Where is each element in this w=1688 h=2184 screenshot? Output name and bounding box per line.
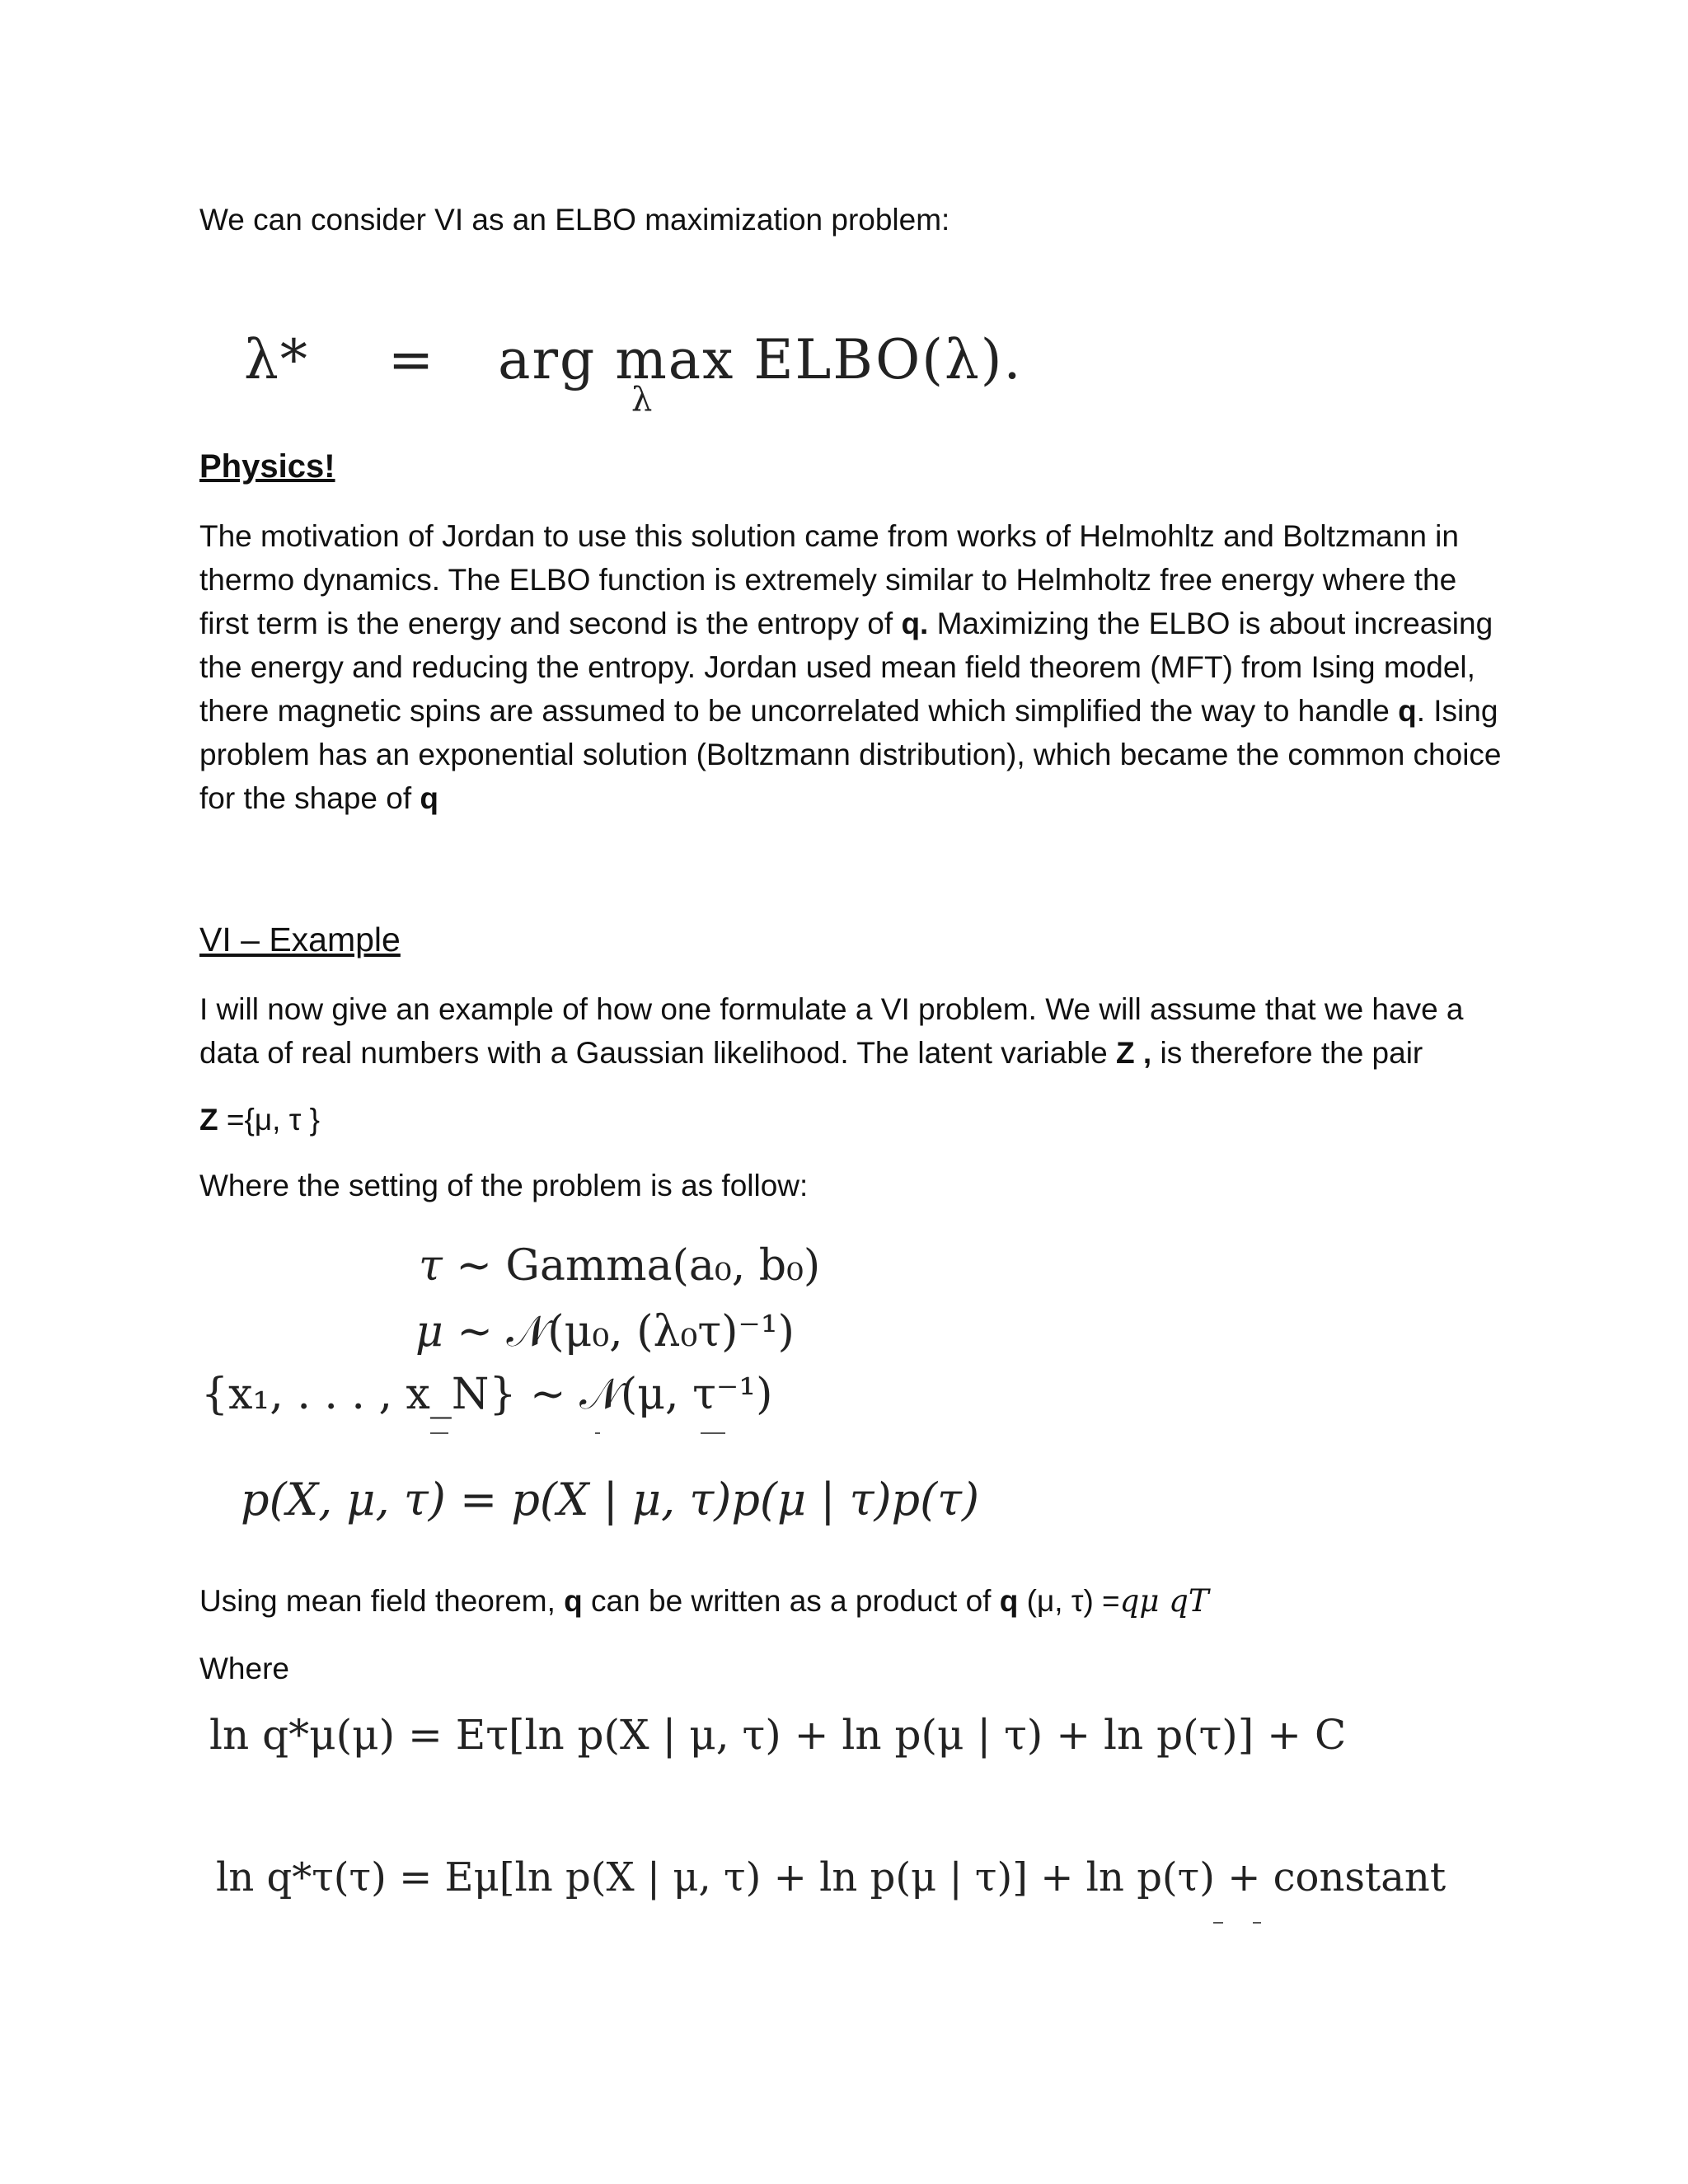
joint-equation: p(X, μ, τ) = p(X | μ, τ)p(μ | τ)p(τ) — [241, 1474, 980, 1526]
elbo-lhs: λ* — [244, 328, 309, 391]
example-heading: VI – Example — [199, 921, 401, 958]
crop-remnant — [430, 1432, 448, 1434]
mft-q-2: q — [999, 1584, 1019, 1618]
setting-eq-1-lhs: τ — [419, 1241, 443, 1291]
q-mu-equation: ln q*μ(μ) = Eτ[ln p(X | μ, τ) + ln p(μ | τ) + ln p(τ)] + C — [209, 1711, 1347, 1759]
z-definition — [199, 1098, 320, 1141]
setting-eq-1-rel: ~ — [456, 1241, 492, 1291]
elbo-equals: = — [387, 328, 436, 391]
setting-eq-2 — [415, 1307, 795, 1357]
physics-paragraph — [199, 514, 1502, 820]
z-definition-rest: ={μ, τ } — [218, 1103, 320, 1137]
setting-eq-1-rhs: Gamma(a₀, b₀) — [505, 1241, 821, 1291]
setting-eq-3-rhs: 𝒩(μ, τ⁻¹) — [579, 1370, 773, 1419]
physics-q-2: q — [1398, 694, 1417, 728]
setting-eq-3 — [201, 1370, 772, 1420]
elbo-argmax-subscript: λ — [631, 381, 653, 419]
physics-q-1: q. — [901, 607, 929, 640]
mft-text-3: (μ, τ) = — [1018, 1584, 1120, 1618]
mft-text-1: Using mean field theorem, — [199, 1584, 565, 1618]
setting-eq-1 — [419, 1241, 820, 1291]
mft-product: qμ qT — [1119, 1583, 1209, 1619]
setting-eq-2-lhs: μ — [415, 1307, 443, 1357]
setting-text: Where the setting of the problem is as follow: — [199, 1169, 809, 1202]
intro-text: We can consider VI as an ELBO maximization problem: — [199, 203, 950, 237]
elbo-rhs: ELBO(λ). — [753, 328, 1023, 391]
z-definition-bold: Z — [199, 1103, 218, 1137]
crop-remnant — [1213, 1922, 1223, 1924]
setting-eq-3-lhs: {x₁, . . . , x_N} — [201, 1370, 517, 1419]
setting-eq-2-rel: ~ — [457, 1307, 493, 1357]
physics-q-3: q — [420, 781, 439, 815]
example-z: Z , — [1116, 1036, 1152, 1070]
setting-eq-3-rel: ~ — [530, 1370, 566, 1419]
physics-text-1: The motivation of Jordan to use this solution came from works of Helmohltz and Boltzmann in thermo dynamics. The ELBO function is extremely similar to Helmholtz free energy where the first term is the energy and second is the entropy of — [199, 519, 1459, 640]
mft-line — [199, 1579, 1209, 1623]
setting-eq-2-rhs: 𝒩(μ₀, (λ₀τ)⁻¹) — [506, 1307, 795, 1357]
example-text-1: I will now give an example of how one formulate a VI problem. We will assume that we have a data of real numbers with a Gaussian likelihood. The latent variable — [199, 992, 1464, 1070]
where-text: Where — [199, 1652, 289, 1685]
crop-remnant — [1253, 1922, 1261, 1924]
physics-text-3: . Ising problem has an exponential solution (Boltzmann distribution), which became the common choice for the shape of — [199, 694, 1502, 815]
q-tau-equation: ln q*τ(τ) = Eμ[ln p(X | μ, τ) + ln p(μ | τ)] + ln p(τ) + constant — [216, 1854, 1447, 1900]
physics-text-2: Maximizing the ELBO is about increasing the energy and reducing the entropy. Jordan used mean field theorem (MFT) from Ising model, there magnetic spins are assumed to be uncorrelated which simplified the way to handle — [199, 607, 1493, 728]
mft-text-2: can be written as a product of — [582, 1584, 1000, 1618]
example-paragraph — [199, 987, 1502, 1075]
physics-heading: Physics! — [199, 448, 335, 485]
crop-remnant — [595, 1432, 600, 1434]
example-text-2: is therefore the pair — [1151, 1036, 1423, 1070]
elbo-argmax: arg max — [498, 328, 735, 391]
crop-remnant — [701, 1432, 725, 1434]
mft-q-1: q — [564, 1584, 583, 1618]
